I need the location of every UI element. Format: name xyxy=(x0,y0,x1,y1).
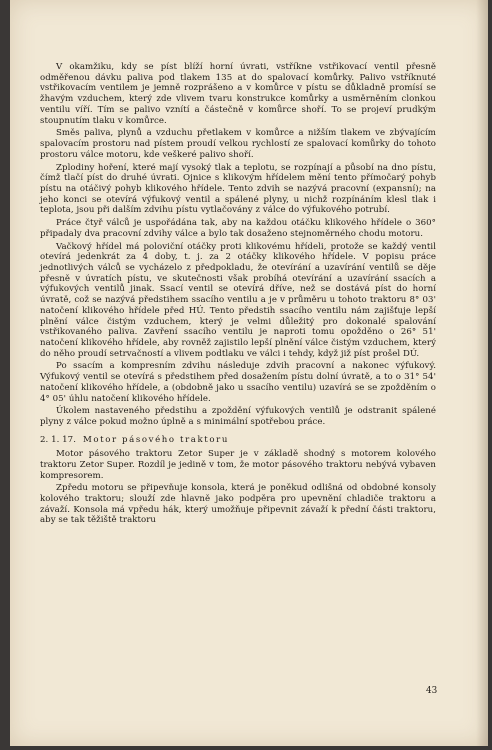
paragraph: Práce čtyř válců je uspořádána tak, aby na každou otáčku klikového hřídele o 360° připadaly dva pracovní zdvihy válce a bylo tak dosaženo stejnoměrného chodu motoru. xyxy=(40,218,436,239)
paragraph: Zplodiny hoření, které mají vysoký tlak a teplotu, se rozpínají a působí na dno pístu, čímž tlačí píst do druhé úvrati. Ojnice s klikovým hřídelem mění tento přímočarý pohyb pístu na otáčivý pohyb klikového hřídele. Tento zdvih se nazývá pracovní (expansní); na jeho konci se otevírá výfukový ventil a spálené plyny, u nichž rozpínáním klesl tlak i teplota, jsou při dalším zdvihu pístu vytlačovány z válce do výfukového potrubí. xyxy=(40,162,436,216)
section-title: Motor pásového traktoru xyxy=(82,434,229,445)
paragraph: Úkolem nastaveného předstihu a zpoždění výfukových ventilů je odstranit spálené plyny z válce pokud možno úplně a s minimální spotřebou práce. xyxy=(40,406,436,428)
paragraph: Směs paliva, plynů a vzduchu přetlakem v komůrce a nižším tlakem ve zbývajícím spalovacím prostoru nad pístem proudí velkou rychlostí ze spalovací komůrky do tohoto prostoru válce motoru, kde veškeré palivo shoří. xyxy=(40,128,436,160)
paragraph: Vačkový hřídel má poloviční otáčky proti klikovému hřídeli, protože se každý ventil otevírá jedenkrát za 4 doby, t. j. za 2 otáčky klikového hřídele. V popisu práce jednotlivých válců se vycházelo z předpokladu, že otevírání a uzavírání ventilů se děje přesně v úvratích pístu, ve skutečnosti však probíhá otevírání a uzavírání ssacích a výfukových ventilů jinak. Ssací ventil se otevírá dříve, než se dostává píst do horní úvratě, což se nazývá předstihem ssacího ventilu a je v průměru u tohoto traktoru 8° 03' natočení klikového hřídele před HÚ. Tento předstih ssacího ventilu nám zajišťuje lepší plnění válce čistým vzduchem, který je velmi důležitý pro dokonalé spalování vstřikovaného paliva. Zavření ssacího ventilu je naproti tomu opožděno o 26° 51' natočení klikového hřídele, aby rovněž zajistilo lepší plnění válce čistým vzduchem, který do něho proudí setrvačností a vlivem podtlaku ve válci i tehdy, když již píst prošel DÚ. xyxy=(40,241,436,359)
paragraph: Po ssacím a kompresním zdvihu následuje zdvih pracovní a nakonec výfukový. Výfukový ventil se otevírá s předstihem před dosažením pístu dolní úvratě, a to o 31° 54' natočení klikového hřídele, a (obdobně jako u ssacího ventilu) uzavírá se se zpožděním o 4° 05' úhlu natočení klikového hřídele. xyxy=(40,361,436,404)
section-heading xyxy=(40,435,436,446)
text-block xyxy=(40,62,436,528)
book-page xyxy=(10,0,488,746)
page-number: 43 xyxy=(426,686,438,696)
paragraph: Zpředu motoru se připevňuje konsola, která je poněkud odlišná od obdobné konsoly kolového traktoru; slouží zde hlavně jako podpěra pro upevnění chladiče traktoru a závaží. Konsola má vpředu hák, který umožňuje připevnit závaží k přední části traktoru, aby se tak těžiště traktoru xyxy=(40,483,436,526)
paragraph: V okamžiku, kdy se píst blíží horní úvrati, vstříkne vstřikovací ventil přesně odměřenou dávku paliva pod tlakem 135 at do spalovací komůrky. Palivo vstříknuté vstřikovacím ventilem je jemně rozprášeno a v komůrce v pístu se důkladně promísí se žhavým vzduchem, který zde vlivem tvaru konstrukce komůrky a usměrněním clonkou ventilu víří. Tím se palivo vznítí a částečně v komůrce shoří. To se projeví prudkým stoupnutím tlaku v komůrce. xyxy=(40,62,436,126)
section-number: 2. 1. 17. xyxy=(40,434,76,445)
page-edge-shadow xyxy=(476,0,488,746)
paragraph: Motor pásového traktoru Zetor Super je v základě shodný s motorem kolového traktoru Zetor Super. Rozdíl je jedině v tom, že motor pásového traktoru nebývá vybaven kompresorem. xyxy=(40,449,436,481)
